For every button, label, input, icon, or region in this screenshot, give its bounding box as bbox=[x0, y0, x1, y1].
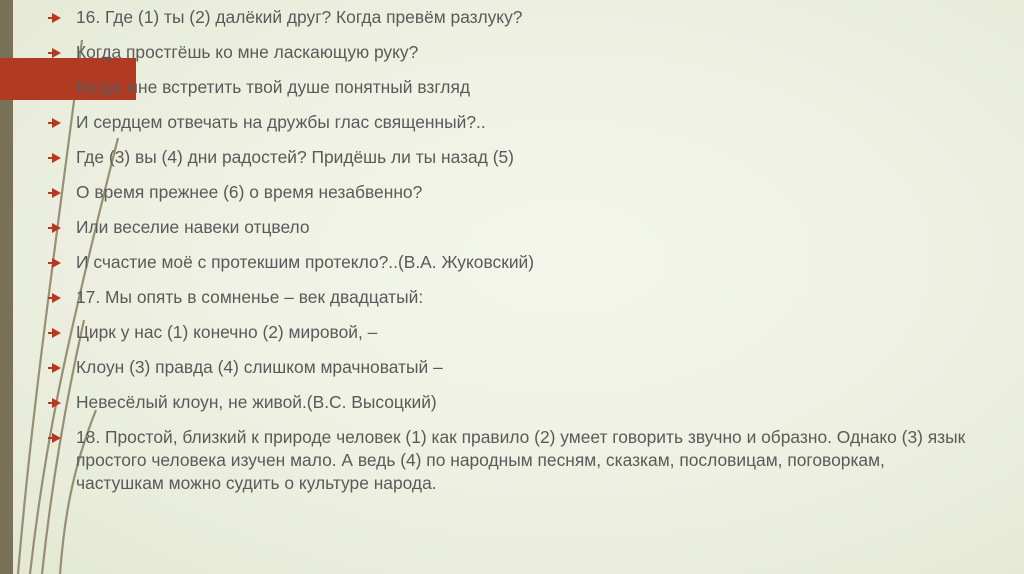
arrow-bullet-icon bbox=[52, 363, 61, 373]
list-item-text: 17. Мы опять в сомненье – век двадцатый: bbox=[76, 287, 424, 307]
list-item bbox=[52, 181, 972, 204]
arrow-bullet-icon bbox=[52, 48, 61, 58]
arrow-bullet-icon bbox=[52, 13, 61, 23]
arrow-bullet-icon bbox=[52, 258, 61, 268]
list-item-text: Когда мне встретить твой душе понятный взгляд bbox=[76, 77, 471, 97]
list-item bbox=[52, 391, 972, 414]
list-item-text: 18. Простой, близкий к природе человек (1) как правило (2) умеет говорить звучно и образно. Однако (3) язык простого человека изучен мало. А ведь (4) по народным песням, сказкам, пословицам, поговоркам, частушкам можно судить о культуре народа. bbox=[76, 427, 966, 493]
arrow-bullet-icon bbox=[52, 293, 61, 303]
list-item bbox=[52, 321, 972, 344]
list-item bbox=[52, 76, 972, 99]
arrow-bullet-icon bbox=[52, 118, 61, 128]
list-item-text: 16. Где (1) ты (2) далёкий друг? Когда превём разлуку? bbox=[76, 7, 523, 27]
list-item bbox=[52, 111, 972, 134]
list-item-text: Клоун (3) правда (4) слишком мрачноватый – bbox=[76, 357, 443, 377]
arrow-bullet-icon bbox=[52, 398, 61, 408]
list-item bbox=[52, 356, 972, 379]
list-item bbox=[52, 6, 972, 29]
list-item-text: И счастие моё с протекшим протекло?..(В.А. Жуковский) bbox=[76, 252, 535, 272]
list-item bbox=[52, 251, 972, 274]
arrow-bullet-icon bbox=[52, 153, 61, 163]
list-item bbox=[52, 41, 972, 64]
list-item bbox=[52, 286, 972, 309]
arrow-bullet-icon bbox=[52, 188, 61, 198]
list-item-text: Невесёлый клоун, не живой.(В.С. Высоцкий) bbox=[76, 392, 437, 412]
list-item bbox=[52, 216, 972, 239]
list-item-text: О время прежнее (6) о время незабвенно? bbox=[76, 182, 423, 202]
list-item-text: И сердцем отвечать на дружбы глас священный?.. bbox=[76, 112, 486, 132]
list-item-text: Где (3) вы (4) дни радостей? Придёшь ли ты назад (5) bbox=[76, 147, 514, 167]
arrow-bullet-icon bbox=[52, 223, 61, 233]
arrow-bullet-icon bbox=[52, 433, 61, 443]
arrow-bullet-icon bbox=[52, 83, 61, 93]
arrow-bullet-icon bbox=[52, 328, 61, 338]
bullet-list bbox=[52, 6, 972, 507]
list-item-text: Цирк у нас (1) конечно (2) мировой, – bbox=[76, 322, 378, 342]
list-item bbox=[52, 146, 972, 169]
list-item-text: Когда простгёшь ко мне ласкающую руку? bbox=[76, 42, 419, 62]
list-item bbox=[52, 426, 972, 495]
list-item-text: Или веселие навеки отцвело bbox=[76, 217, 310, 237]
